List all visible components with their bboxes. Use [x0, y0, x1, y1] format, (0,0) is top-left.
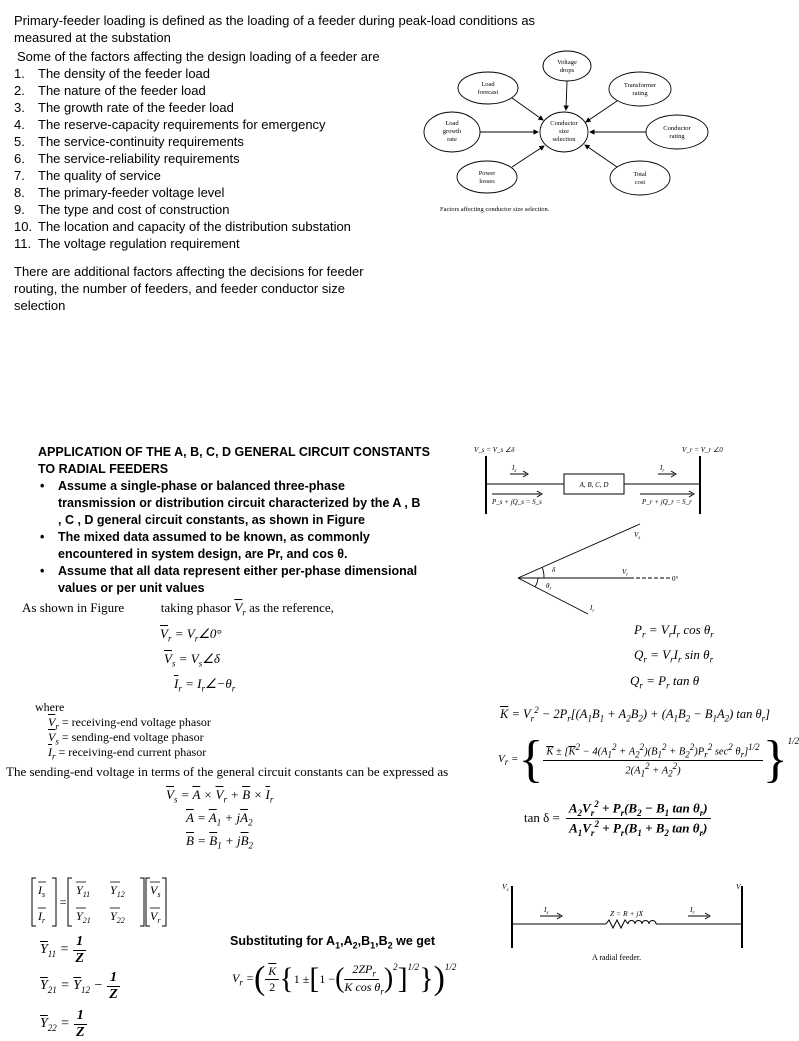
- cost-l2: cost: [634, 179, 646, 186]
- radial-feeder-figure: [496, 876, 756, 966]
- forecast-l2: forecast: [477, 89, 499, 96]
- eq-tan-delta: tan δ = $\frac{A_2V_r^2 + P_r(B_2 - B_1 \tan \theta_r)}{A_1V_r^2 + P_r(B_1 + B_2 \tan \theta_r)}$: [524, 799, 711, 838]
- factor-text: The primary-feeder voltage level: [38, 185, 225, 200]
- factor-text: The service-reliability requirements: [38, 151, 240, 166]
- factor-number: 4.: [14, 117, 25, 132]
- def-vs: $\overline{V}_s$ = sending-end voltage phasor: [48, 730, 204, 747]
- growth-l3: rate: [447, 136, 457, 143]
- factor-number: 10.: [14, 219, 33, 234]
- abcd-box-label: A, B, C, D: [579, 481, 609, 489]
- radial-feeder-caption: A radial feeder.: [592, 953, 642, 962]
- svg-text:Vs: $V_s$: [634, 531, 641, 541]
- svg-text:Vs: $V_s$: [150, 883, 161, 899]
- svg-text:Y12: $Y_{12}$: [110, 883, 125, 899]
- factor-item: [14, 167, 414, 184]
- where-label: where: [35, 700, 65, 714]
- eq-vs: $\overline{V}_s$ = $V_s\angle\delta$: [164, 651, 220, 669]
- def-vr: $\overline{V}_r$ = receiving-end voltage phasor: [48, 715, 211, 732]
- eq-y21: $\overline{Y}_{21} = \overline{Y}_{12}$ − $\frac{1}{Z}$: [40, 970, 120, 1003]
- factor-text: The location and capacity of the distribution substation: [38, 219, 351, 234]
- factor-text: The reserve-capacity requirements for emergency: [38, 117, 326, 132]
- eq-y22: $\overline{Y}_{22}$ = $\frac{1}{Z}$: [40, 1008, 87, 1041]
- sending-end-text: The sending-end voltage in terms of the general circuit constants can be expressed as: [6, 764, 449, 779]
- factor-text: The nature of the feeder load: [38, 83, 206, 98]
- growth-l1: Load: [445, 120, 459, 127]
- factor-text: The density of the feeder load: [38, 66, 211, 81]
- factor-number: 5.: [14, 134, 25, 149]
- factor-item: [14, 133, 414, 150]
- factor-item: [14, 184, 414, 201]
- svg-text:θr: $\theta_r$: [546, 582, 552, 592]
- cost-l1: Total: [633, 171, 647, 178]
- as-shown-line: As shown in Figure taking phasor $\overline{V}_r$ as the reference,: [22, 600, 334, 618]
- factors-list: [14, 65, 414, 252]
- right-voltage-label: V_r = V_r ∠0: [682, 446, 723, 454]
- eq-a: $\overline{A} = \overline{A}_1 + j\overline{A}_2$: [186, 810, 253, 828]
- factor-item: [14, 235, 414, 252]
- factor-number: 1.: [14, 66, 25, 81]
- factors-heading: Some of the factors affecting the design loading of a feeder are: [17, 49, 380, 64]
- svg-text:Y22: $Y_{22}$: [110, 909, 125, 925]
- power-l2: losses: [479, 178, 495, 185]
- bullet-item: • Assume a single-phase or balanced three-phase transmission or distribution circuit characterized by the A , B , C , D general circuit constants, as shown in Figure: [40, 479, 421, 527]
- svg-text:Vr: $V_r$: [736, 882, 743, 893]
- svg-text:Ir: $I_r$: [590, 604, 595, 614]
- center-l2: size: [558, 128, 570, 135]
- factor-item: [14, 116, 414, 133]
- substituting-line: Substituting for $A_1,A_2,B_1,B_2$ we get: [230, 934, 436, 951]
- intro-paragraph: [14, 12, 554, 46]
- power-l1: Power: [478, 170, 496, 177]
- svg-text:Y11: $Y_{11}$: [76, 883, 91, 899]
- factor-item: [14, 218, 414, 235]
- diagram-caption: Factors affecting conductor size selection.: [440, 206, 550, 213]
- eq-vr-final: $V_r$ = ( $\frac{\overline{K}}{2}$ { 1 ± [ 1 − ( $\frac{2ZP_r}{\overline{K} \cos \theta_r}$ ) $^2$ ] $^{1/2}$ } ) $^{1/2}$: [232, 960, 457, 997]
- admittance-matrix: [30, 874, 170, 930]
- svg-text:Ir: $I_r$: [38, 909, 46, 925]
- eq-y11: $\overline{Y}_{11}$ = $\frac{1}{Z}$: [40, 934, 86, 967]
- factor-item: [14, 201, 414, 218]
- factor-number: 2.: [14, 83, 25, 98]
- svg-text:δ: δ: [552, 566, 556, 574]
- svg-text:Is: $I_s$: [38, 883, 46, 899]
- voltage-l2: drops: [559, 67, 575, 74]
- conductor-l1: Conductor: [663, 125, 691, 132]
- eq-vr: $\overline{V}_r$ = $V_r\angle 0^\circ$: [160, 626, 222, 644]
- factor-text: The growth rate of the feeder load: [38, 100, 234, 115]
- heading-line2: TO RADIAL FEEDERS: [38, 462, 169, 476]
- factor-number: 8.: [14, 185, 25, 200]
- bullet-item: • Assume that all data represent either per-phase dimensional values or per unit values: [40, 564, 418, 595]
- factor-number: 7.: [14, 168, 25, 183]
- svg-text:Vr: $V_r$: [150, 909, 161, 925]
- svg-text:Is: $I_s$: [512, 464, 517, 474]
- bullet-item: • The mixed data assumed to be known, as commonly encountered in system design, are Pr, and cos θ.: [40, 530, 370, 561]
- voltage-l1: Voltage: [557, 59, 577, 66]
- eq-qr-tan: $Q_r = P_r$ tan θ: [630, 673, 700, 691]
- factor-number: 9.: [14, 202, 25, 217]
- factor-number: 3.: [14, 100, 25, 115]
- svg-text:Ir: $I_r$: [690, 905, 695, 916]
- phasor-diagram: [508, 526, 688, 616]
- transformer-l1: Transformer: [623, 82, 657, 89]
- intro-text: Primary-feeder loading is defined as the loading of a feeder during peak-load conditions as measured at the substation: [14, 13, 536, 45]
- factor-item: [14, 65, 414, 82]
- left-power-label: P_s + jQ_s = S_s: [492, 498, 542, 506]
- svg-text:Ir: $I_r$: [660, 464, 665, 474]
- svg-text:Vr: $V_r$: [622, 568, 629, 578]
- factor-item: [14, 82, 414, 99]
- center-l1: Conductor: [550, 120, 578, 127]
- factor-number: 6.: [14, 151, 25, 166]
- left-voltage-label: V_s = V_s ∠δ: [474, 446, 515, 454]
- eq-vr-solution: $V_r$ = { $\frac{\overline{K} \pm [\overline{K}^2 - 4(A_1^2 + A_2^2)(B_1^2 + B_2^2)P_r^2 \sec^2 \theta_r]^{1/2}}{2(A_1^2 + A_2^2)}$ } $^{1/2}$: [498, 731, 799, 788]
- assumptions-bullets: [38, 478, 438, 597]
- growth-l2: growth: [442, 128, 462, 135]
- forecast-l1: Load: [481, 81, 495, 88]
- eq-qr: $Q_r = V_rI_r$ $\sin \theta_r$: [634, 647, 714, 665]
- abcd-network-figure: [470, 440, 730, 518]
- factor-text: The service-continuity requirements: [38, 134, 244, 149]
- conductor-l2: rating: [669, 133, 685, 140]
- def-ir: $\overline{I}_r$ = receiving-end current phasor: [48, 745, 207, 762]
- eq-k-hat: $\overline{K} = V_r^2 - 2P_r[(A_1B_1 + A_2B_2) + (A_1B_2 - B_1A_2)$ $\tan \theta_r$]: [500, 705, 771, 724]
- section2-heading: [38, 444, 438, 478]
- eq-ir: $\overline{I}_r$ = $I_r\angle-\theta_r$: [174, 676, 236, 694]
- zero-degree-label: 0°: [672, 575, 679, 583]
- factor-text: The voltage regulation requirement: [38, 236, 240, 251]
- transformer-l2: rating: [632, 90, 648, 97]
- additional-factors-paragraph: There are additional factors affecting the decisions for feeder routing, the number of feeders, and feeder conductor size selection: [14, 264, 364, 313]
- heading-line1: APPLICATION OF THE A, B, C, D GENERAL CIRCUIT CONSTANTS: [38, 445, 430, 459]
- eq-pr: $P_r = V_rI_r$ $\cos \theta_r$: [634, 622, 714, 640]
- factor-text: The quality of service: [38, 168, 161, 183]
- conductor-size-diagram: [412, 50, 730, 220]
- svg-text:Is: $I_s$: [544, 905, 549, 916]
- eq-vs-abcd: $\overline{V}_s = \overline{A} \times \overline{V}_r + \overline{B} \times \overline{I}_r$: [166, 787, 274, 805]
- factor-item: [14, 99, 414, 116]
- factor-item: [14, 150, 414, 167]
- right-power-label: P_r + jQ_r = S_r: [642, 498, 692, 506]
- svg-text:=: =: [59, 895, 68, 909]
- eq-b: $\overline{B} = \overline{B}_1 + j\overline{B}_2$: [186, 833, 254, 851]
- factor-text: The type and cost of construction: [38, 202, 230, 217]
- center-l3: selection: [552, 136, 576, 143]
- svg-text:Vs: $V_s$: [502, 882, 509, 893]
- impedance-label: Z = R + jX: [610, 909, 644, 918]
- svg-text:Y21: $Y_{21}$: [76, 909, 91, 925]
- factor-number: 11.: [14, 236, 32, 251]
